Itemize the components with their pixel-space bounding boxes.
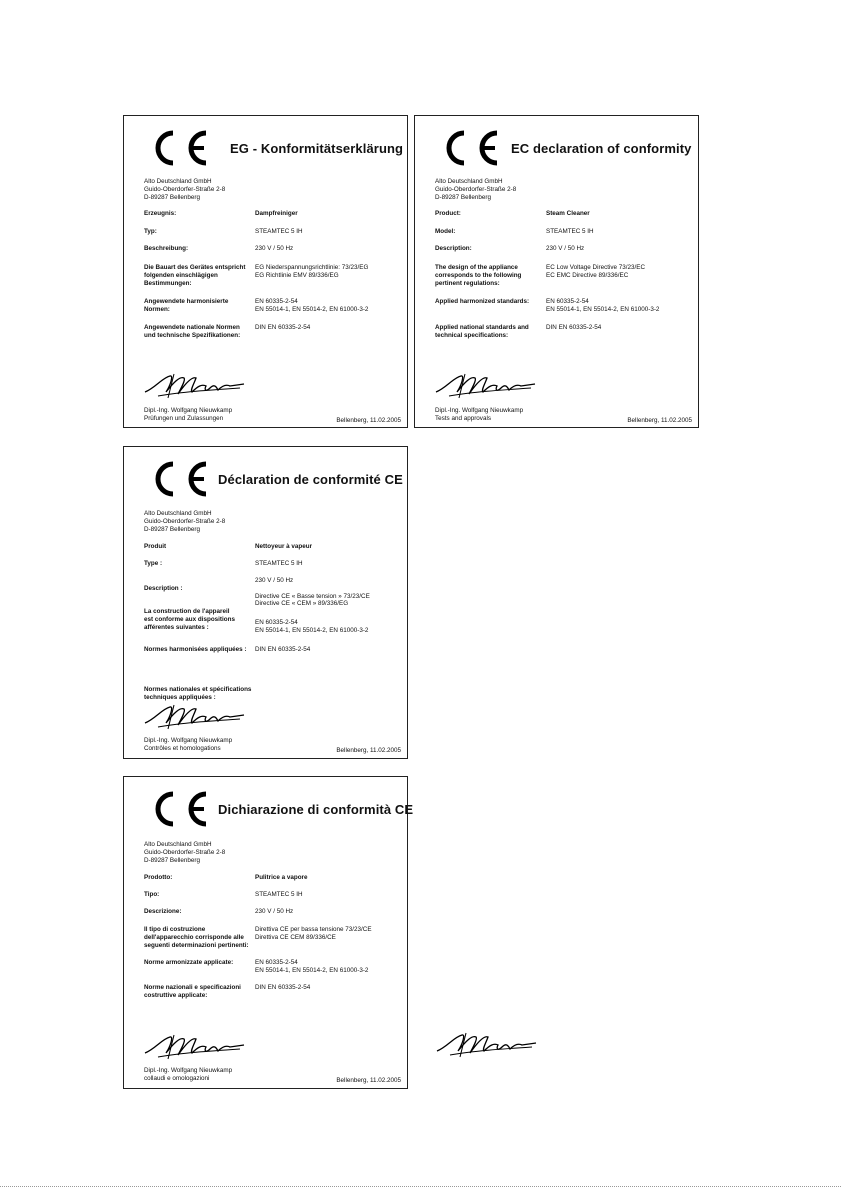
type-label: Type : <box>144 560 163 567</box>
national-standards-label: Normes nationales et spécifications techniques appliquées : <box>144 686 252 701</box>
declaration-card-de <box>123 115 408 428</box>
ce-mark-icon <box>146 789 210 829</box>
product-value: Nettoyeur à vapeur <box>255 543 313 550</box>
description-value: 230 V / 50 Hz <box>255 908 294 915</box>
product-label: Erzeugnis: <box>144 210 177 217</box>
design-value: Direttiva CE per bassa tensione 73/23/CE Direttiva CE CEM 89/336/CE <box>255 926 372 941</box>
manufacturer-address: Alto Deutschland GmbH Guido-Oberdorfer-Straße 2-8 D-89287 Bellenberg <box>144 178 226 201</box>
harmonized-standards-value: EN 60335-2-54 EN 55014-1, EN 55014-2, EN 61000-3-2 <box>255 298 369 313</box>
national-standards-value: DIN EN 60335-2-54 <box>546 324 602 331</box>
ce-mark-icon <box>146 459 210 499</box>
national-standards-value: DIN EN 60335-2-54 <box>255 324 311 331</box>
signer-name: Dipl.-Ing. Wolfgang Nieuwkamp Prüfungen und Zulassungen <box>144 407 233 422</box>
product-label: Prodotto: <box>144 874 173 881</box>
harmonized-standards-value: EN 60335-2-54 EN 55014-1, EN 55014-2, EN 61000-3-2 <box>255 959 369 974</box>
product-value: Pulitrice a vapore <box>255 874 308 881</box>
declaration-card-it <box>123 776 414 1089</box>
description-value: 230 V / 50 Hz <box>546 245 585 252</box>
signer-name: Dipl.-Ing. Wolfgang Nieuwkamp Contrôles et homologations <box>144 737 233 752</box>
product-value: Dampfreiniger <box>255 210 298 217</box>
signature-icon <box>140 701 246 731</box>
product-value: Steam Cleaner <box>546 210 590 217</box>
type-value: STEAMTEC 5 IH <box>255 560 303 567</box>
signer-name: Dipl.-Ing. Wolfgang Nieuwkamp collaudi e omologazioni <box>144 1067 233 1082</box>
card-title: Dichiarazione di conformità CE <box>218 802 414 817</box>
card-title: EC declaration of conformity <box>511 141 692 156</box>
type-label: Typ: <box>144 228 157 235</box>
ce-mark-icon <box>437 128 501 168</box>
harmonized-standards-value: DIN EN 60335-2-54 <box>255 646 311 653</box>
ce-mark-icon <box>146 128 210 168</box>
national-standards-value: DIN EN 60335-2-54 <box>255 984 311 991</box>
type-value: STEAMTEC 5 IH <box>255 228 303 235</box>
manufacturer-address: Alto Deutschland GmbH Guido-Oberdorfer-Straße 2-8 D-89287 Bellenberg <box>144 841 226 864</box>
description-label: Descrizione: <box>144 908 182 915</box>
type-label: Tipo: <box>144 891 160 898</box>
national-standards-label: Norme nazionali e specificazioni costruttive applicate: <box>144 984 241 999</box>
page-bottom-divider <box>0 1186 841 1188</box>
description-value: 230 V / 50 Hz <box>255 245 294 252</box>
description-value: 230 V / 50 Hz Directive CE « Basse tension » 73/23/CE Directive CE « CEM » 89/336/EG <box>255 577 370 608</box>
type-value: STEAMTEC 5 IH <box>546 228 594 235</box>
signature-icon <box>140 1031 246 1061</box>
design-value: EC Low Voltage Directive 73/23/EC EC EMC Directive 89/336/EC <box>546 264 646 279</box>
card-title: EG - Konformitätserklärung <box>230 141 404 156</box>
signature-icon <box>432 1028 538 1060</box>
card-title: Déclaration de conformité CE <box>218 472 403 487</box>
harmonized-standards-label: Angewendete harmonisierte Normen: <box>144 298 229 313</box>
description-label: Beschreibung: <box>144 245 189 252</box>
national-standards-label: Applied national standards and technical specifications: <box>435 324 529 339</box>
manufacturer-address: Alto Deutschland GmbH Guido-Oberdorfer-Straße 2-8 D-89287 Bellenberg <box>435 178 517 201</box>
type-label: Model: <box>435 228 456 235</box>
design-value: EG Niederspannungsrichtlinie: 73/23/EG EG Richtlinie EMV 89/336/EG <box>255 264 369 279</box>
description-label: Description : <box>144 585 183 592</box>
declaration-card-fr <box>123 446 408 759</box>
date-place: Bellenberg, 11.02.2005 <box>336 1077 401 1084</box>
product-label: Product: <box>435 210 461 217</box>
design-label: The design of the appliance corresponds to the following pertinent regulations: <box>435 264 522 287</box>
product-label: Produit <box>144 543 167 550</box>
type-value: STEAMTEC 5 IH <box>255 891 303 898</box>
design-value: EN 60335-2-54 EN 55014-1, EN 55014-2, EN 61000-3-2 <box>255 619 369 634</box>
design-label: La construction de l'appareil est conforme aux dispositions afférentes suivantes : <box>144 608 235 631</box>
harmonized-standards-label: Norme armonizzate applicate: <box>144 959 234 966</box>
signature-icon <box>140 370 246 400</box>
date-place: Bellenberg, 11.02.2005 <box>336 747 401 754</box>
signer-name: Dipl.-Ing. Wolfgang Nieuwkamp Tests and approvals <box>435 407 524 422</box>
harmonized-standards-label: Applied harmonized standards: <box>435 298 530 305</box>
date-place: Bellenberg, 11.02.2005 <box>336 417 401 424</box>
declaration-card-en <box>414 115 699 428</box>
description-label: Description: <box>435 245 472 252</box>
national-standards-label: Angewendete nationale Normen und technische Spezifikationen: <box>144 324 241 339</box>
harmonized-standards-value: EN 60335-2-54 EN 55014-1, EN 55014-2, EN 61000-3-2 <box>546 298 660 313</box>
manufacturer-address: Alto Deutschland GmbH Guido-Oberdorfer-Straße 2-8 D-89287 Bellenberg <box>144 510 226 533</box>
harmonized-standards-label: Normes harmonisées appliquées : <box>144 646 247 653</box>
signature-icon <box>431 370 537 400</box>
date-place: Bellenberg, 11.02.2005 <box>627 417 692 424</box>
design-label: Die Bauart des Gerätes entspricht folgenden einschlägigen Bestimmungen: <box>144 264 246 287</box>
design-label: Il tipo di costruzione dell'apparecchio corrisponde alle seguenti determinazioni pertinenti: <box>144 926 249 949</box>
